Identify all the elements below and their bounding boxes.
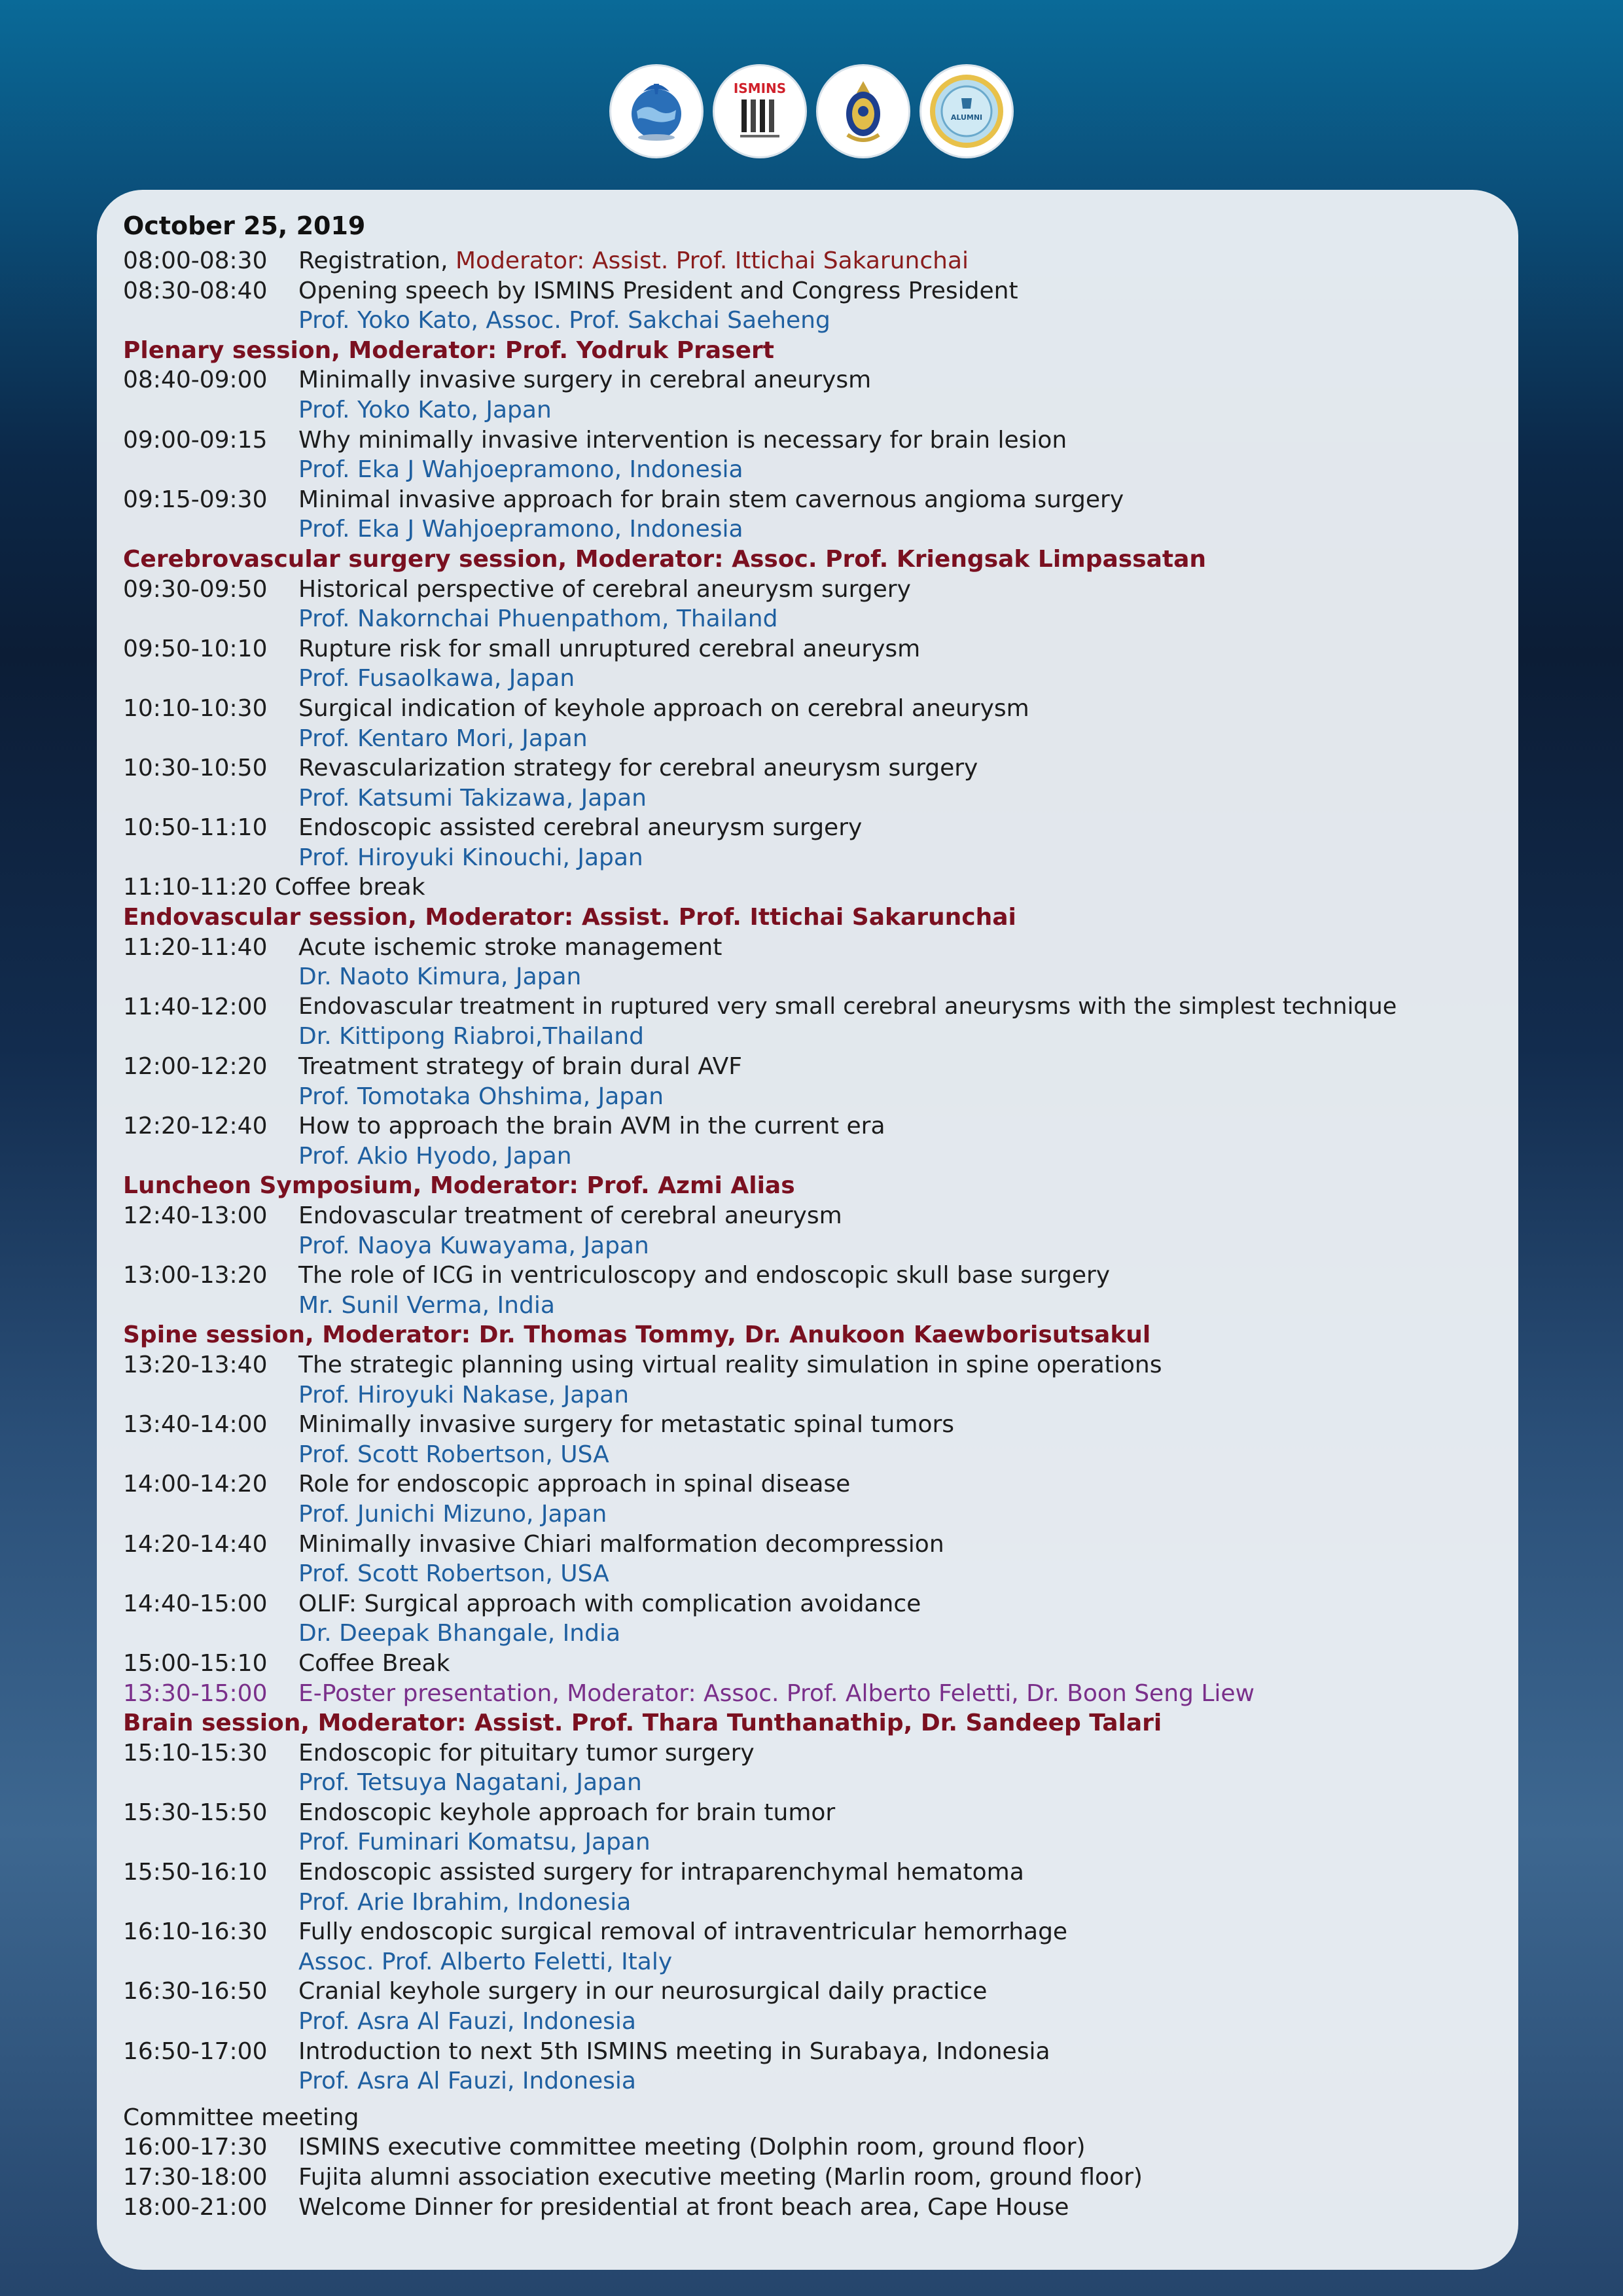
speaker: Prof. Eka J Wahjoepramono, Indonesia (298, 456, 743, 484)
time: 08:00-08:30 (123, 247, 268, 274)
talk-row (123, 1350, 1492, 1380)
time: 18:00-21:00 (123, 2193, 268, 2221)
time: 09:50-10:10 (123, 635, 268, 662)
crest-logo-icon (824, 72, 902, 151)
speaker: Prof. Asra Al Fauzi, Indonesia (298, 2008, 636, 2036)
time: 12:40-13:00 (123, 1202, 268, 1229)
talk-title: Minimally invasive surgery in cerebral aneurysm (298, 367, 872, 394)
royal-crest-logo (816, 64, 910, 158)
speaker: Dr. Kittipong Riabroi,Thailand (298, 1023, 644, 1050)
talk-title: Role for endoscopic approach in spinal disease (298, 1471, 851, 1498)
time: 10:10-10:30 (123, 694, 268, 722)
talk-title: Endovascular treatment in ruptured very small cerebral aneurysms with the simplest technique (298, 993, 1397, 1020)
time: 15:00-15:10 (123, 1649, 268, 1677)
committee-item: ISMINS executive committee meeting (Dolphin room, ground floor) (298, 2134, 1086, 2161)
registration-title: Registration, Moderator: Assist. Prof. Ittichai Sakarunchai (298, 247, 969, 274)
session-title-spine: Spine session, Moderator: Dr. Thomas Tommy, Dr. Anukoon Kaewborisutsakul (123, 1321, 1151, 1349)
time: 11:40-12:00 (123, 993, 268, 1020)
globe-logo-icon (617, 72, 696, 151)
time: 12:20-12:40 (123, 1113, 268, 1140)
talk-row (123, 2037, 1492, 2067)
talk-row (123, 1530, 1492, 1560)
poster-row (123, 1679, 1492, 1709)
talk-title: Treatment strategy of brain dural AVF (298, 1053, 742, 1081)
coffee-break: Coffee Break (298, 1649, 450, 1677)
time: 08:40-09:00 (123, 367, 268, 394)
time: 11:20-11:40 (123, 933, 268, 961)
speaker: Prof. Nakornchai Phuenpathom, Thailand (298, 605, 778, 633)
talk-row (123, 365, 1492, 395)
speaker: Dr. Deepak Bhangale, India (298, 1620, 621, 1647)
speaker: Prof. Arie Ibrahim, Indonesia (298, 1888, 632, 1916)
speaker: Prof. Tomotaka Ohshima, Japan (298, 1083, 664, 1110)
committee-item: Welcome Dinner for presidential at front beach area, Cape House (298, 2193, 1069, 2221)
speaker: Prof. Yoko Kato, Assoc. Prof. Sakchai Saeheng (298, 307, 830, 334)
talk-row (123, 813, 1492, 843)
speaker: Prof. Junichi Mizuno, Japan (298, 1500, 607, 1528)
talk-row (123, 485, 1492, 515)
talk-row (123, 1977, 1492, 2007)
talk-title: Historical perspective of cerebral aneurysm surgery (298, 575, 911, 603)
time: 10:30-10:50 (123, 755, 268, 782)
talk-title: Endoscopic assisted cerebral aneurysm surgery (298, 814, 863, 842)
talk-title: Minimally invasive surgery for metastatic spinal tumors (298, 1411, 955, 1439)
session-title-endovascular: Endovascular session, Moderator: Assist. Prof. Ittichai Sakarunchai (123, 904, 1016, 931)
talk-row (123, 1857, 1492, 1888)
speaker: Assoc. Prof. Alberto Feletti, Italy (298, 1948, 673, 1975)
time: 14:40-15:00 (123, 1590, 268, 1617)
speaker: Prof. Eka J Wahjoepramono, Indonesia (298, 516, 743, 543)
talk-title: The role of ICG in ventriculoscopy and endoscopic skull base surgery (298, 1262, 1111, 1289)
time: 16:00-17:30 (123, 2134, 268, 2161)
session-title-brain: Brain session, Moderator: Assist. Prof. Thara Tunthanathip, Dr. Sandeep Talari (123, 1710, 1162, 1737)
talk-title: Endovascular treatment of cerebral aneurysm (298, 1202, 842, 1229)
talk-title: The strategic planning using virtual reality simulation in spine operations (298, 1351, 1162, 1378)
talk-title: Why minimally invasive intervention is necessary for brain lesion (298, 426, 1067, 454)
speaker: Prof. Naoya Kuwayama, Japan (298, 1232, 649, 1259)
time: 10:50-11:10 (123, 814, 268, 842)
talk-row (123, 1261, 1492, 1291)
committee-title: Committee meeting (123, 2104, 359, 2131)
schedule-date: October 25, 2019 (123, 211, 366, 240)
talk-title: Minimal invasive approach for brain stem cavernous angioma surgery (298, 486, 1124, 513)
speaker: Prof. Tetsuya Nagatani, Japan (298, 1769, 642, 1797)
talk-title: Fully endoscopic surgical removal of intraventricular hemorrhage (298, 1918, 1068, 1946)
talk-title: OLIF: Surgical approach with complication avoidance (298, 1590, 921, 1617)
talk-row (123, 1410, 1492, 1440)
speaker: Prof. Asra Al Fauzi, Indonesia (298, 2068, 636, 2095)
speaker: Prof. Hiroyuki Nakase, Japan (298, 1381, 630, 1408)
talk-row (123, 1469, 1492, 1499)
time: 15:30-15:50 (123, 1799, 268, 1826)
talk-title: Cranial keyhole surgery in our neurosurgical daily practice (298, 1978, 988, 2005)
congress-globe-logo (609, 64, 704, 158)
speaker: Prof. Fuminari Komatsu, Japan (298, 1829, 651, 1856)
speaker: Prof. FusaoIkawa, Japan (298, 665, 575, 692)
time: 14:20-14:40 (123, 1530, 268, 1558)
talk-title: Surgical indication of keyhole approach on cerebral aneurysm (298, 694, 1029, 722)
committee-row (123, 2132, 1492, 2162)
speaker: Prof. Scott Robertson, USA (298, 1560, 609, 1588)
time: 16:30-16:50 (123, 1978, 268, 2005)
time: 12:00-12:20 (123, 1053, 268, 1081)
talk-row (123, 634, 1492, 664)
talk-title: Rupture risk for small unruptured cerebral aneurysm (298, 635, 921, 662)
talk-title: Revascularization strategy for cerebral aneurysm surgery (298, 755, 978, 782)
talk-row (123, 753, 1492, 783)
talk-title: Minimally invasive Chiari malformation decompression (298, 1530, 944, 1558)
alumni-logo-icon (925, 69, 1008, 153)
talk-row (123, 933, 1492, 963)
schedule-card (97, 190, 1518, 2270)
talk-row (123, 425, 1492, 456)
time: 15:50-16:10 (123, 1859, 268, 1886)
time: 13:00-13:20 (123, 1262, 268, 1289)
talk-row (123, 1798, 1492, 1828)
coffee-break-row (123, 1649, 1492, 1679)
speaker: Prof. Akio Hyodo, Japan (298, 1142, 572, 1170)
registration-row (123, 246, 1492, 276)
alumni-logo (919, 64, 1014, 158)
talk-title: Endoscopic for pituitary tumor surgery (298, 1739, 755, 1767)
speaker: Mr. Sunil Verma, India (298, 1291, 555, 1319)
time: 14:00-14:20 (123, 1471, 268, 1498)
talk-row (123, 1738, 1492, 1768)
speaker: Prof. Scott Robertson, USA (298, 1441, 609, 1468)
time: 13:40-14:00 (123, 1411, 268, 1439)
session-title-luncheon: Luncheon Symposium, Moderator: Prof. Azmi Alias (123, 1172, 795, 1200)
talk-row (123, 1917, 1492, 1947)
talk-row (123, 694, 1492, 724)
speaker: Prof. Yoko Kato, Japan (298, 396, 552, 423)
time: 09:15-09:30 (123, 486, 268, 513)
poster-title: E-Poster presentation, Moderator: Assoc. Prof. Alberto Feletti, Dr. Boon Seng Liew (298, 1679, 1255, 1707)
time: 09:00-09:15 (123, 426, 268, 454)
alumni-logo-text: ALUMNI (950, 113, 983, 122)
talk-row (123, 575, 1492, 605)
time: 17:30-18:00 (123, 2164, 268, 2191)
coffee-break: 11:10-11:20 Coffee break (123, 874, 425, 901)
speaker: Prof. Katsumi Takizawa, Japan (298, 784, 647, 812)
opening-row (123, 276, 1492, 306)
speaker: Dr. Naoto Kimura, Japan (298, 963, 582, 991)
talk-row (123, 992, 1492, 1022)
time: 09:30-09:50 (123, 575, 268, 603)
time: 16:10-16:30 (123, 1918, 268, 1946)
time: 16:50-17:00 (123, 2037, 268, 2065)
time: 13:20-13:40 (123, 1351, 268, 1378)
session-title-plenary: Plenary session, Moderator: Prof. Yodruk Prasert (123, 336, 774, 364)
speaker: Prof. Hiroyuki Kinouchi, Japan (298, 844, 643, 871)
committee-item: Fujita alumni association executive meeting (Marlin room, ground floor) (298, 2164, 1143, 2191)
talk-title: Introduction to next 5th ISMINS meeting in Surabaya, Indonesia (298, 2037, 1050, 2065)
talk-title: How to approach the brain AVM in the current era (298, 1113, 885, 1140)
committee-row (123, 2193, 1492, 2223)
time: 15:10-15:30 (123, 1739, 268, 1767)
talk-title: Opening speech by ISMINS President and Congress President (298, 277, 1018, 304)
talk-title: Endoscopic keyhole approach for brain tumor (298, 1799, 836, 1826)
talk-row (123, 1052, 1492, 1082)
talk-title: Endoscopic assisted surgery for intraparenchymal hematoma (298, 1859, 1024, 1886)
ismins-logo-text: ISMINS (733, 81, 787, 96)
time: 08:30-08:40 (123, 277, 268, 304)
talk-row (123, 1589, 1492, 1619)
isomins-logo (713, 64, 807, 158)
time: 13:30-15:00 (123, 1679, 268, 1707)
speaker: Prof. Kentaro Mori, Japan (298, 725, 588, 752)
registration-moderator: Moderator: Assist. Prof. Ittichai Sakarunchai (455, 247, 969, 274)
talk-row (123, 1201, 1492, 1231)
logo-bar (0, 64, 1623, 162)
talk-title: Acute ischemic stroke management (298, 933, 722, 961)
talk-row (123, 1111, 1492, 1141)
committee-row (123, 2162, 1492, 2193)
session-title-cerebrovascular: Cerebrovascular surgery session, Moderator: Assoc. Prof. Kriengsak Limpassatan (123, 545, 1207, 573)
